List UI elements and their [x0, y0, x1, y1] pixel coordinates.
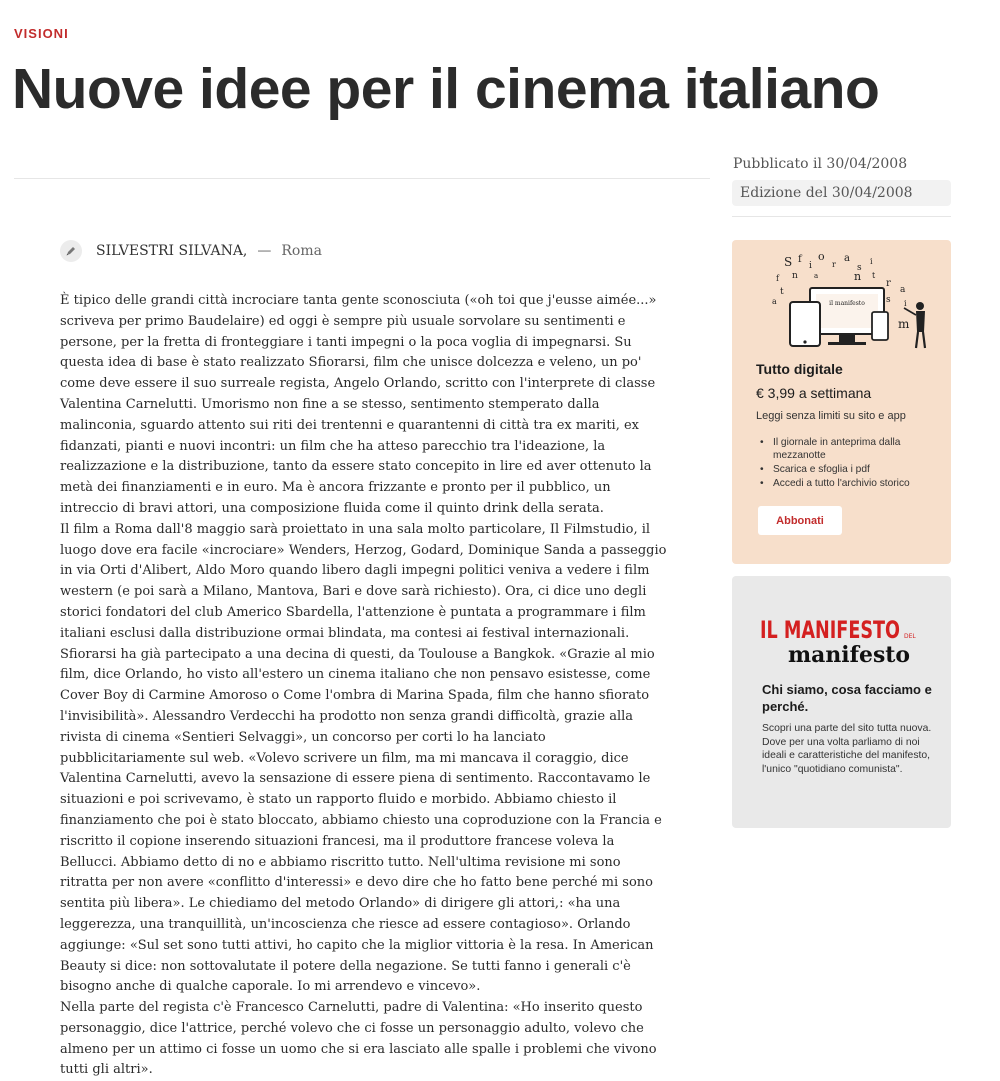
svg-text:i: i: [809, 261, 812, 271]
svg-text:a: a: [844, 253, 850, 264]
feature-item: • Accedi a tutto l'archivio storico: [756, 477, 946, 490]
byline-location: Roma: [281, 243, 322, 259]
subscription-description: Leggi senza limiti su sito e app: [756, 410, 906, 422]
svg-text:o: o: [818, 250, 825, 263]
svg-text:r: r: [886, 278, 891, 289]
section-label[interactable]: VISIONI: [14, 26, 69, 41]
about-description: Scopri una parte del sito tutta nuova. Dove per una volta parliamo di noi ideali e caratteristiche del manifesto, l'unico "quotidiano comunista".: [762, 723, 932, 775]
svg-text:a: a: [772, 297, 777, 306]
article-body: [60, 291, 670, 1081]
header-divider: [14, 178, 710, 179]
illustration-masthead: il manifesto: [829, 300, 865, 307]
svg-text:s: s: [857, 263, 862, 273]
svg-text:t: t: [780, 287, 784, 297]
svg-text:t: t: [872, 271, 876, 280]
about-card[interactable]: [732, 576, 951, 828]
logo-tag: DEL: [904, 633, 916, 640]
svg-text:i: i: [870, 257, 873, 266]
edition-date[interactable]: Edizione del 30/04/2008: [732, 180, 951, 206]
pen-icon: [60, 240, 82, 262]
article-meta: [732, 156, 951, 206]
svg-text:a: a: [814, 272, 819, 280]
svg-text:m: m: [898, 317, 910, 331]
digital-illustration: [754, 248, 934, 356]
article-paragraph: È tipico delle grandi città incrociare tanta gente sconosciuta («oh toi que j'eusse aimée...» scriveva per primo Baudelaire) ed oggi è sempre più usuale sorvolare su sentimenti e persone, per la fretta di fronteggiare i tanti impegni o la poca voglia di impegnarsi. Su questa idea di base è stato realizzato Sfiorarsi, film che unisce dolcezza e veleno, un po' come deve essere il suo surreale regista, Angelo Orlando, scritto con l'interprete di classe Valentina Carnelutti. Umorismo non fine a se stesso, sentimento stemperato dalla malinconia, sguardo attento sui riti dei trentenni e quarantenni di città tra ex mariti, ex fidanzati, pianti e nuovi incontri: un film che ha atteso parecchio tra l'ideazione, la realizzazione e la distribuzione, tanto da essere stato concepito in lire ed aver ottenuto la metà dei finanziamenti e in euro. Ma è ancora frizzante e pronto per il pubblico, un intreccio di bravi attori, una composizione fluida come il quinto drink della serata.: [60, 293, 657, 516]
svg-text:i: i: [904, 299, 907, 308]
svg-text:f: f: [798, 254, 802, 265]
byline: [60, 240, 322, 262]
svg-text:n: n: [854, 270, 862, 283]
author-name[interactable]: SILVESTRI SILVANA,: [96, 243, 248, 259]
feature-item: • Scarica e sfoglia i pdf: [756, 463, 946, 476]
subscription-features: [756, 436, 946, 491]
logo-top: IL MANIFESTO: [760, 616, 900, 644]
feature-item: • Il giornale in anteprima dalla mezzanotte: [756, 436, 946, 462]
subscription-price: € 3,99 a settimana: [756, 385, 872, 401]
svg-text:s: s: [886, 295, 891, 305]
meta-divider: [732, 216, 951, 217]
svg-text:f: f: [776, 274, 779, 283]
svg-text:n: n: [792, 271, 798, 281]
article-title: Nuove idee per il cinema italiano: [12, 57, 880, 121]
svg-text:r: r: [832, 260, 836, 269]
logo-bottom: manifesto: [788, 642, 910, 668]
svg-text:S: S: [784, 255, 793, 269]
manifesto-logo: [760, 610, 920, 668]
subscription-title: Tutto digitale: [756, 361, 843, 377]
published-date: Pubblicato il 30/04/2008: [733, 156, 908, 172]
article-paragraph: Nella parte del regista c'è Francesco Carnelutti, padre di Valentina: «Ho inserito questo personaggio, dice l'attrice, perché volevo che ci fosse un personaggio adulto, volevo che almeno per un attimo ci fosse un uomo che si era lasciato alle spalle i problemi che vivono tutti gli altri».: [60, 1000, 657, 1078]
about-title: Chi siamo, cosa facciamo e perché.: [762, 682, 932, 714]
article-paragraph: Il film a Roma dall'8 maggio sarà proiettato in una sala molto particolare, Il Filmstudio, il luogo dove era facile «incrociare» Wenders, Herzog, Godard, Dominique Sanda a passeggio in via Orti d'Alibert, Aldo Moro quando libero dagli impegni politici veniva a vedere i film western (e poi sarà a Milano, Mantova, Bari e dove sarà richiesto). Ora, ci dice uno degli storici fondatori del club Americo Sbardella, l'attenzione è puntata a programmare i film italiani esclusi dalla distribuzione ormai blindata, ma contesi ai festival internazionali. Sfiorarsi ha già partecipato a una decina di questi, da Toulouse a Bangkok. «Grazie al mio film, dice Orlando, ho visto all'estero un cinema italiano che non pensavo esistesse, come Cover Boy di Carmine Amoroso o Come l'ombra di Marina Spada, film che hanno sfiorato l'invisibilità». Alessandro Verdecchi ha prodotto non senza grandi difficoltà, grazie alla rivista di cinema «Sentieri Selvaggi», un concorso per corti lo ha lanciato pubblicitariamente sul web. «Volevo scrivere un film, ma mi mancava il coraggio, dice Valentina Carnelutti, avevo la sensazione di essere piena di sentimento. Raccontavamo le situazioni e poi scrivevamo, è stato un rapporto fluido e morbido. Abbiamo chiesto il finanziamento che poi è stato bloccato, abbiamo chiesto una coproduzione con la Francia e riscritto il copione inserendo situazioni francesi, ma il produttore francese voleva la Bellucci. Abbiamo detto di no e abbiamo riscritto tutto. Nell'ultima revisione mi sono ritratta per non avere «conflitto d'interessi» e devo dire che ho fatto bene perché mi sono sentita più libera». Le chiediamo del metodo Orlando» di dirigere gli attori,: «ha una leggerezza, una tranquillità, un'incoscienza che riesce ad essere contagioso». Orlando aggiunge: «Sul set sono tutti attivi, ho capito che la miglior vittoria è la resa. In American Beauty si dice: non sottovalutate il potere della negazione. Se tutti fanno i generali c'è bisogno anche di qualche caporale. Io mi arrendevo e vincevo».: [60, 521, 667, 995]
subscribe-button[interactable]: Abbonati: [758, 506, 842, 535]
byline-separator: —: [257, 243, 272, 259]
svg-text:a: a: [900, 285, 906, 295]
subscription-card: [732, 240, 951, 564]
